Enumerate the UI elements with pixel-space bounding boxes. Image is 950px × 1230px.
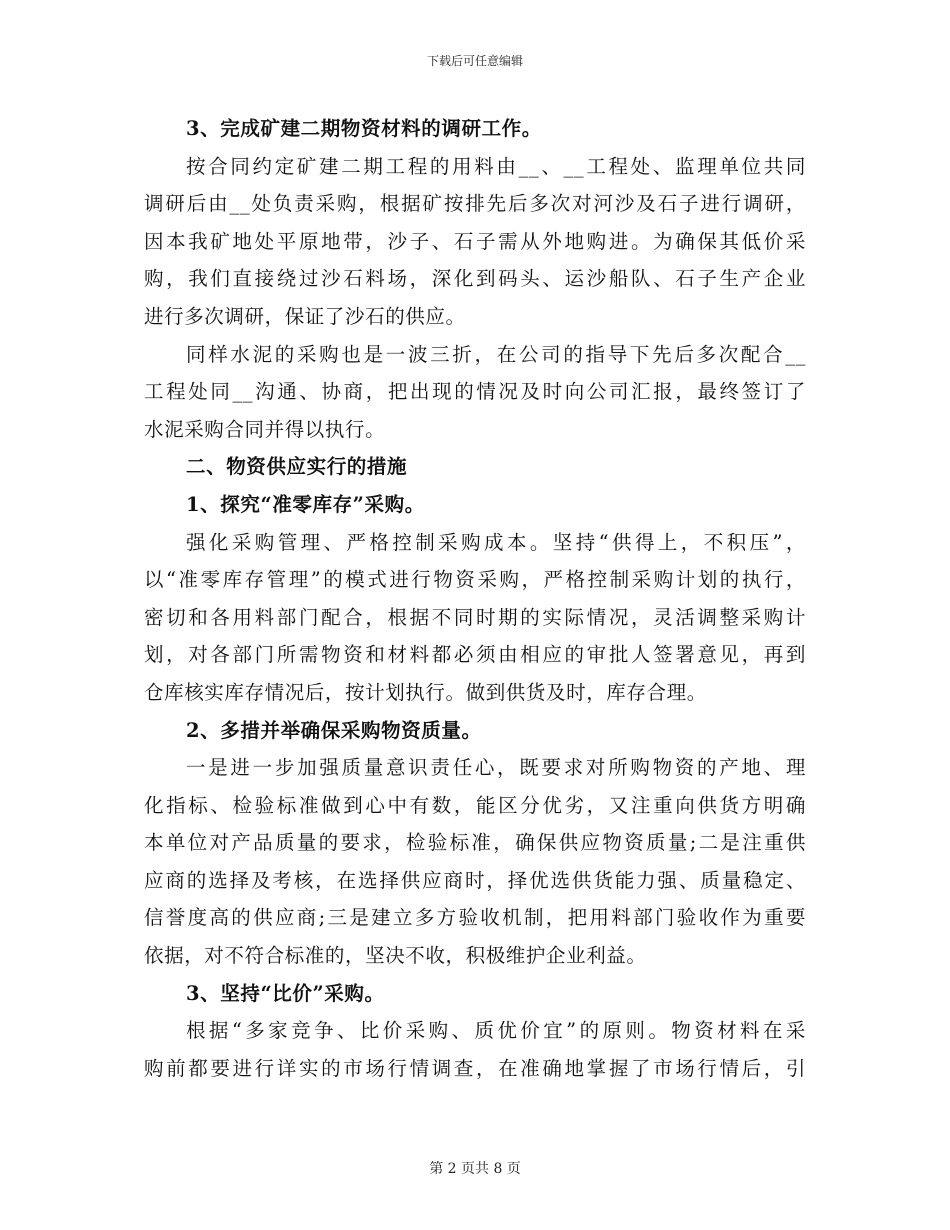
paragraph-line: 同样水泥的采购也是一波三折，在公司的指导下先后多次配合__ (186, 342, 806, 366)
section-heading: 二、物资供应实行的措施 (186, 455, 408, 479)
paragraph-line: 调研后由__处负责采购，根据矿按排先后多次对河沙及石子进行调研， (144, 192, 806, 216)
paragraph-line: 密切和各用料部门配合，根据不同时期的实际情况，灵活调整采购计 (144, 605, 806, 629)
paragraph-line: 本单位对产品质量的要求，检验标准，确保供应物资质量;二是注重供 (144, 831, 806, 855)
paragraph-line: 购前都要进行详实的市场行情调查，在准确地掌握了市场行情后，引 (144, 1056, 806, 1080)
section-heading: 1、探究“准零库存”采购。 (186, 492, 425, 516)
paragraph-line: 一是进一步加强质量意识责任心，既要求对所购物资的产地、理 (186, 756, 806, 780)
page-header: 下载后可任意编辑 (426, 54, 523, 68)
paragraph-line: 应商的选择及考核，在选择供应商时，择优选供货能力强、质量稳定、 (144, 868, 806, 892)
paragraph-line: 仓库核实库存情况后，按计划执行。做到供货及时，库存合理。 (144, 680, 707, 704)
paragraph-line: 按合同约定矿建二期工程的用料由__、__工程处、监理单位共同 (186, 154, 806, 178)
paragraph-line: 水泥采购合同并得以执行。 (144, 417, 386, 441)
paragraph-line: 购，我们直接绕过沙石料场，深化到码头、运沙船队、石子生产企业 (144, 267, 806, 291)
paragraph-line: 划，对各部门所需物资和材料都必须由相应的审批人签署意见，再到 (144, 643, 806, 667)
page-footer: 第 2 页共 8 页 (429, 1161, 521, 1177)
paragraph-line: 强化采购管理、严格控制采购成本。坚持“供得上，不积压”， (186, 530, 806, 554)
paragraph-line: 化指标、检验标准做到心中有数，能区分优劣，又注重向供货方明确 (144, 793, 806, 817)
section-heading: 3、坚持“比价”采购。 (186, 981, 385, 1005)
paragraph-line: 根据“多家竞争、比价采购、质优价宜”的原则。物资材料在采 (186, 1019, 806, 1043)
paragraph-line: 因本我矿地处平原地带，沙子、石子需从外地购进。为确保其低价采 (144, 229, 806, 253)
paragraph-line: 信誉度高的供应商;三是建立多方验收机制，把用料部门验收作为重要 (144, 906, 806, 930)
document-body (144, 110, 806, 1087)
paragraph-line: 工程处同__沟通、协商，把出现的情况及时向公司汇报，最终签订了 (144, 380, 806, 404)
section-heading: 3、完成矿建二期物资材料的调研工作。 (186, 117, 542, 140)
section-heading: 2、多措并举确保采购物资质量。 (186, 718, 482, 742)
paragraph-line: 进行多次调研，保证了沙石的供应。 (144, 304, 466, 328)
paragraph-line: 依据，对不符合标准的，坚决不收，积极维护企业利益。 (144, 944, 647, 968)
paragraph-line: 以“准零库存管理”的模式进行物资采购，严格控制采购计划的执行， (144, 568, 806, 592)
